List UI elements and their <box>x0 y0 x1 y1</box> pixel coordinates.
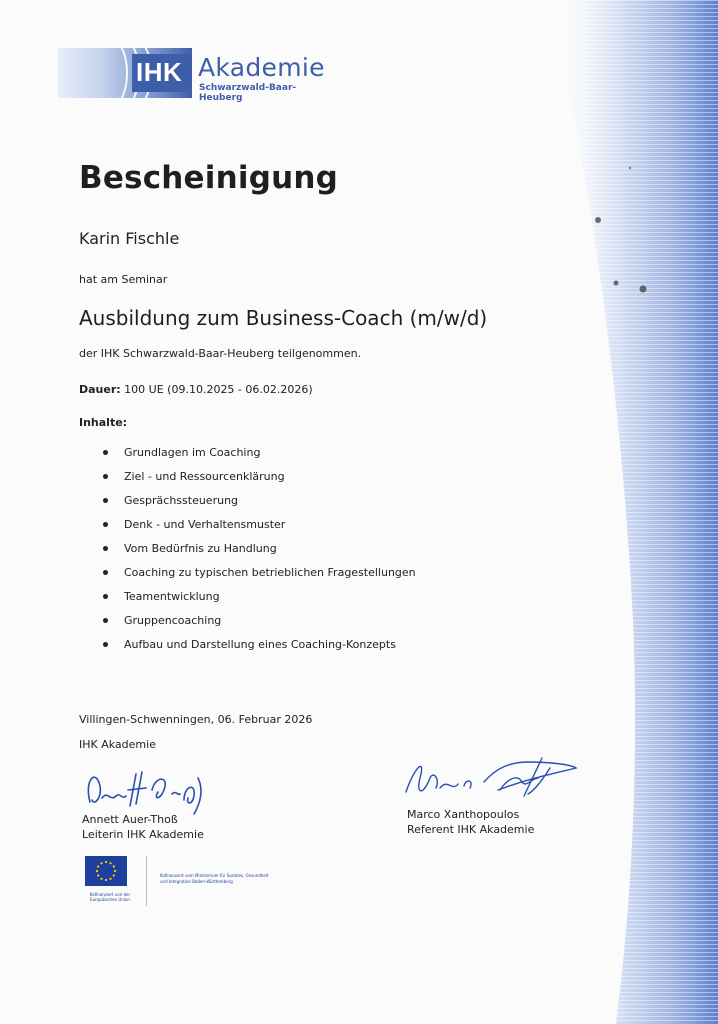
ihk-akademie-logo <box>58 48 332 103</box>
recipient-name: Karin Fischle <box>79 229 180 248</box>
place-date: Villingen-Schwenningen, 06. Februar 2026 <box>79 713 313 726</box>
list-item <box>103 542 416 566</box>
eu-caption: Kofinanziert von der Europäischen Union <box>89 892 131 902</box>
list-item <box>103 566 416 590</box>
topic-label: Vom Bedürfnis zu Handlung <box>124 542 277 555</box>
participation-text: der IHK Schwarzwald-Baar-Heuberg teilgenommen. <box>79 347 362 360</box>
signer-left <box>82 812 204 842</box>
signature-left <box>80 760 220 820</box>
bullet-icon <box>103 570 108 575</box>
ministry-caption: Kofinanziert vom Ministerium für Soziales, Gesundheit und Integration Baden-Württemberg <box>160 873 269 884</box>
funding-logos <box>80 856 280 916</box>
bullet-icon <box>103 474 108 479</box>
logo-akademie-text: Akademie <box>198 53 325 82</box>
bullet-icon <box>103 546 108 551</box>
topics-list <box>103 446 416 662</box>
bullet-icon <box>103 618 108 623</box>
topic-label: Teamentwicklung <box>124 590 220 603</box>
topic-label: Grundlagen im Coaching <box>124 446 261 459</box>
list-item <box>103 590 416 614</box>
decorative-side-band <box>538 0 718 1024</box>
topic-label: Denk - und Verhaltensmuster <box>124 518 286 531</box>
funding-divider <box>146 856 147 906</box>
bullet-icon <box>103 498 108 503</box>
signer-right <box>407 807 534 837</box>
bullet-icon <box>103 522 108 527</box>
duration-value: 100 UE (09.10.2025 - 06.02.2026) <box>124 383 313 396</box>
logo-ihk-text: IHK <box>136 57 183 87</box>
list-item <box>103 446 416 470</box>
list-item <box>103 638 416 662</box>
topic-label: Ziel - und Ressourcenklärung <box>124 470 285 483</box>
bullet-icon <box>103 450 108 455</box>
signer-role: Referent IHK Akademie <box>407 823 535 836</box>
topic-label: Coaching zu typischen betrieblichen Fragestellungen <box>124 566 416 579</box>
bullet-icon <box>103 642 108 647</box>
list-item <box>103 518 416 542</box>
list-item <box>103 614 416 638</box>
list-item <box>103 470 416 494</box>
signer-role: Leiterin IHK Akademie <box>82 828 204 841</box>
signer-name: Marco Xanthopoulos <box>407 808 520 821</box>
duration-line <box>79 383 313 396</box>
issuer-name: IHK Akademie <box>79 738 156 751</box>
eu-flag-icon <box>85 856 127 886</box>
contents-label: Inhalte: <box>79 416 128 429</box>
duration-label: Dauer: <box>79 383 121 396</box>
signature-right <box>400 748 590 808</box>
signer-name: Annett Auer-Thoß <box>82 813 178 826</box>
bullet-icon <box>103 594 108 599</box>
intro-text: hat am Seminar <box>79 273 168 286</box>
certificate-title: Bescheinigung <box>79 160 339 196</box>
topic-label: Gesprächssteuerung <box>124 494 239 507</box>
topic-label: Gruppencoaching <box>124 614 222 627</box>
topic-label: Aufbau und Darstellung eines Coaching-Konzepts <box>124 638 396 651</box>
course-title: Ausbildung zum Business-Coach (m/w/d) <box>79 306 488 330</box>
logo-region-text: Schwarzwald-Baar-Heuberg <box>199 83 297 103</box>
list-item <box>103 494 416 518</box>
